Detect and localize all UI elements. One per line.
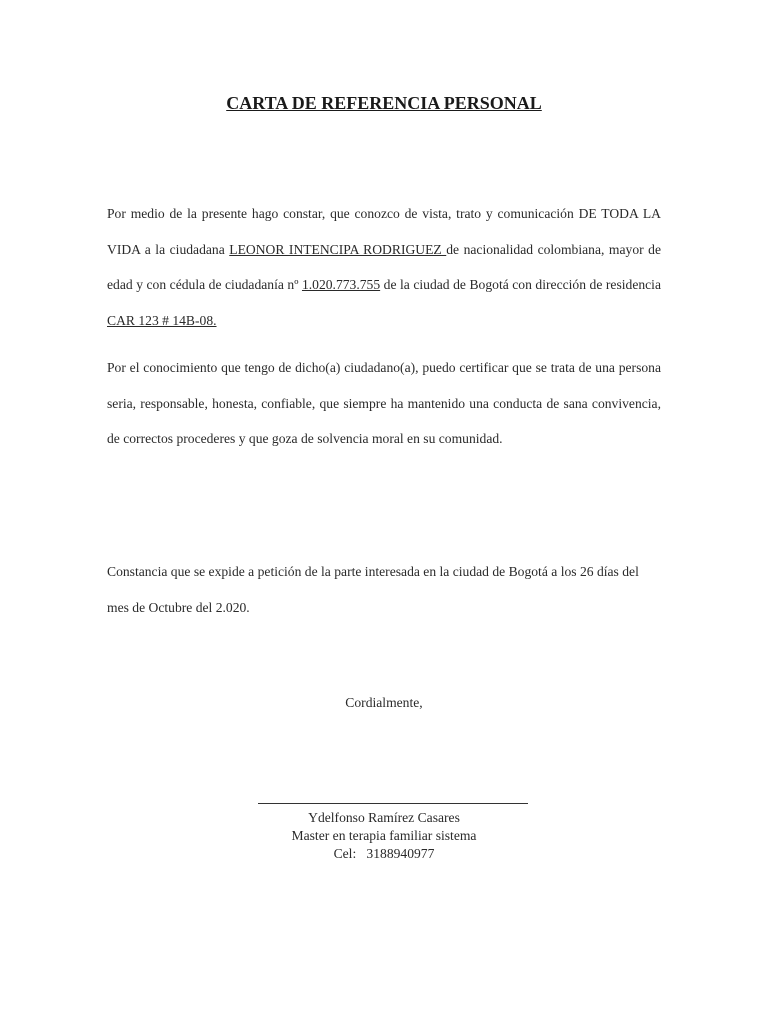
paragraph-certification: Por el conocimiento que tengo de dicho(a) ciudadano(a), puedo certificar que se trata de una persona seria, responsable, honesta, confiable, que siempre ha mantenido una conducta de sana convivencia, de correctos procederes y que goza de solvencia moral en su comunidad.	[107, 360, 661, 446]
signer-role: Master en terapia familiar sistema	[291, 828, 477, 843]
paragraph-text-a: Por medio de la presente hago constar, que conozco de vista, trato y comunicación DE TODA LA VIDA a la ciudadana	[107, 206, 661, 257]
paragraph-text-b: de nacionalidad colombiana, mayor de edad y con cédula de ciudadanía nº	[107, 241, 661, 292]
document-title: CARTA DE REFERENCIA PERSONAL	[226, 93, 542, 113]
signer-phone: Cel: 3188940977	[333, 846, 435, 861]
paragraph-text-c: de la ciudad de Bogotá con dirección de residencia	[380, 277, 661, 292]
paragraph-introduction	[107, 196, 661, 338]
paragraph-constancia: Constancia que se expide a petición de la parte interesada en la ciudad de Bogotá a los 26 días del mes de Octubre del 2.020.	[107, 564, 639, 615]
signer-name: Ydelfonso Ramírez Casares	[308, 810, 460, 825]
residence-address: CAR 123 # 14B-08.	[107, 312, 217, 328]
signature-block	[0, 809, 768, 863]
id-number: 1.020.773.755	[301, 277, 381, 292]
closing-salutation: Cordialmente,	[345, 695, 423, 710]
citizen-name: LEONOR INTENCIPA RODRIGUEZ	[229, 241, 447, 257]
signature-line	[258, 803, 528, 804]
